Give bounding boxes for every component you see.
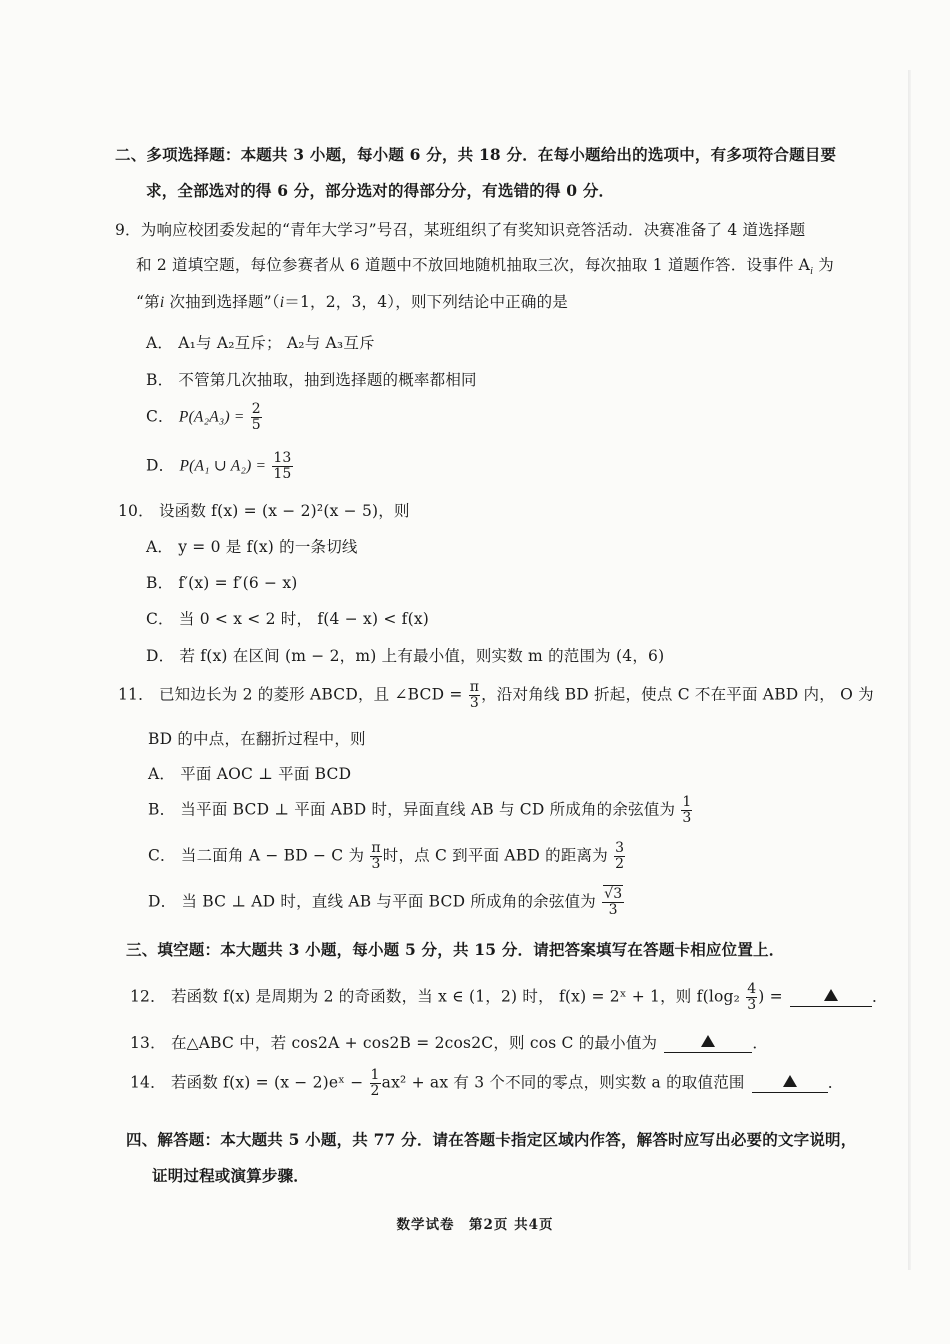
q11-c-fraction-1: $\frac{\pi}{3}$ <box>371 840 381 872</box>
section4-heading-line2: 证明过程或演算步骤． <box>152 1166 310 1185</box>
q9-stem-line1: 9．为响应校团委发起的“青年大学习”号召，某班组织了有奖知识竞答活动．决赛准备了 4 道选择题 <box>115 221 806 239</box>
q14-fraction: $\frac{1}{2}$ <box>370 1067 380 1099</box>
q11-stem-line1: 11． 已知边长为 2 的菱形 ABCD，且 ∠BCD = $\frac{\pi}{3}$ ，沿对角线 BD 折起，使点 C 不在平面 ABD 内， O 为 <box>118 679 874 711</box>
triangle-icon <box>783 1075 797 1087</box>
q9-stem-line3: “第i 次抽到选择题”（i＝1，2，3，4），则下列结论中正确的是 <box>136 293 568 311</box>
q11-angle-fraction: $\frac{\pi}{3}$ <box>469 679 480 711</box>
q9-stem-line2: 和 2 道填空题，每位参赛者从 6 道题中不放回地随机抽取三次，每次抽取 1 道题作答．设事件 $A_i$ 为 <box>136 256 834 278</box>
q10-option-a: A． y = 0 是 f(x) 的一条切线 <box>146 538 358 556</box>
triangle-icon <box>824 989 838 1001</box>
q13: 13． 在△ABC 中，若 cos2A + cos2B = 2cos2C，则 cos C 的最小值为 ． <box>130 1034 769 1052</box>
q14-answer-blank[interactable] <box>752 1074 828 1093</box>
q9-option-a: A． A₁与 A₂互斥； A₂与 A₃互斥 <box>146 334 375 352</box>
q9-option-c: C． P(A₂A₃) = $\frac{2}{5}$ <box>146 401 261 433</box>
q11-option-d: D． 当 BC ⊥ AD 时，直线 AB 与平面 BCD 所成角的余弦值为 $\frac{√3}{3}$ <box>148 886 623 918</box>
q9-c-fraction: $\frac{2}{5}$ <box>251 401 261 433</box>
q12: 12． 若函数 f(x) 是周期为 2 的奇函数，当 x ∈ (1，2) 时， f(x) = 2ˣ + 1，则 f(log₂ $\frac{4}{3}$ ) = ． <box>130 981 888 1013</box>
section2-heading-line2: 求，全部选对的得 6 分，部分选对的得部分分，有选错的得 0 分． <box>146 181 615 200</box>
section2-heading-line1: 二、多项选择题：本题共 3 小题，每小题 6 分，共 18 分．在每小题给出的选项中，有多项符合题目要 <box>115 145 837 164</box>
q11-d-fraction: $\frac{√3}{3}$ <box>604 886 623 918</box>
section4-heading-line1: 四、解答题：本大题共 5 小题，共 77 分．请在答题卡指定区域内作答，解答时应写出必要的文字说明， <box>126 1130 857 1149</box>
q9-option-b: B． 不管第几次抽取，抽到选择题的概率都相同 <box>146 371 477 389</box>
page-footer: 数学试卷 第2页 共4页 <box>396 1217 554 1233</box>
q9-d-fraction: $\frac{13}{15}$ <box>273 450 292 482</box>
q12-answer-blank[interactable] <box>790 988 872 1007</box>
q10-option-b: B． f′(x) = f′(6 − x) <box>146 574 298 592</box>
q11-option-a: A． 平面 AOC ⊥ 平面 BCD <box>148 765 352 783</box>
q14: 14． 若函数 f(x) = (x − 2)eˣ − $\frac{1}{2}$ ax² + ax 有 3 个不同的零点，则实数 a 的取值范围 ． <box>130 1067 844 1099</box>
page-edge <box>908 70 911 1270</box>
triangle-icon <box>701 1035 715 1047</box>
q11-option-b: B． 当平面 BCD ⊥ 平面 ABD 时，异面直线 AB 与 CD 所成角的余弦值为 $\frac{1}{3}$ <box>148 794 692 826</box>
q9-option-d: D． P(A₁ ∪ A₂) = $\frac{13}{15}$ <box>146 450 292 482</box>
q10-stem: 10． 设函数 f(x) = (x − 2)²(x − 5)，则 <box>118 502 410 520</box>
q10-option-d: D． 若 f(x) 在区间 (m − 2，m) 上有最小值，则实数 m 的范围为 (4，6) <box>146 647 665 665</box>
q13-answer-blank[interactable] <box>664 1034 752 1053</box>
q12-fraction: $\frac{4}{3}$ <box>747 981 757 1013</box>
q11-option-c: C． 当二面角 A − BD − C 为 $\frac{\pi}{3}$ 时，点 C 到平面 ABD 的距离为 $\frac{3}{2}$ <box>148 840 625 872</box>
q11-b-fraction: $\frac{1}{3}$ <box>682 794 692 826</box>
q11-stem-line2: BD 的中点，在翻折过程中，则 <box>148 730 366 748</box>
q10-option-c: C． 当 0 < x < 2 时， f(4 − x) < f(x) <box>146 610 430 628</box>
q11-c-fraction-2: $\frac{3}{2}$ <box>615 840 625 872</box>
section3-heading: 三、填空题：本大题共 3 小题，每小题 5 分，共 15 分．请把答案填写在答题卡相应位置上． <box>126 940 785 959</box>
